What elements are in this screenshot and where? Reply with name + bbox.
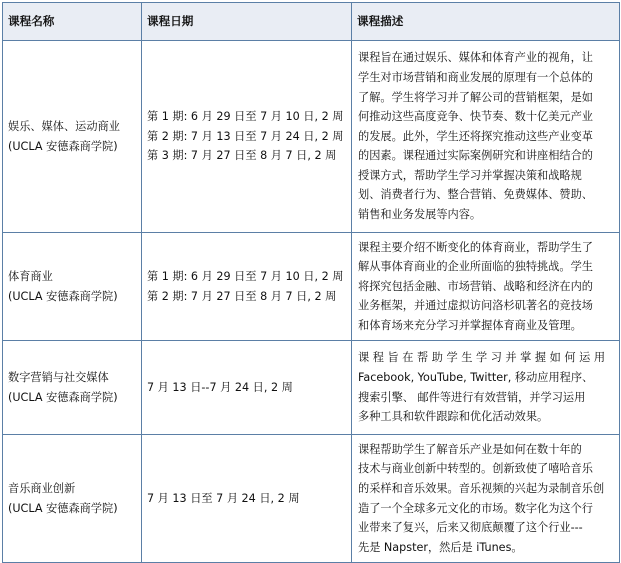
course-school: (UCLA 安德森商学院): [8, 139, 118, 153]
description-line: 课程帮助学生了解音乐产业是如何在数十年的: [358, 442, 582, 456]
description-line: 将探究包括金融、市场营销、战略和经济在内的: [358, 279, 593, 293]
header-course-description: 课程描述: [352, 3, 620, 41]
course-date: 7 月 13 日--7 月 24 日, 2 周: [147, 380, 293, 394]
description-line: 划、消费者行为、整合营销、免费媒体、赞助、: [358, 188, 593, 202]
description-line: 先是 Napster，然后是 iTunes。: [358, 540, 523, 554]
course-dates-cell: [142, 435, 352, 563]
course-description-cell: [352, 41, 620, 233]
course-name-cell: [3, 435, 142, 563]
description-line: 的发展。此外，学生还将探究推动这些产业变革: [358, 129, 593, 143]
table-row: [3, 41, 620, 233]
header-row: [3, 3, 620, 41]
description-line: 业务框架，并通过虚拟访问洛杉矶著名的竞技场: [358, 299, 593, 313]
description-line: Facebook, YouTube, Twitter, 移动应用程序、: [358, 370, 594, 384]
description-line: 业带来了复兴，后来又彻底颠覆了这个行业---: [358, 521, 583, 535]
description-line: 课 程 旨 在 帮 助 学 生 学 习 并 掌 握 如 何 运 用: [358, 351, 606, 365]
course-school: (UCLA 安德森商学院): [8, 390, 118, 404]
table-row: [3, 341, 620, 435]
course-name: 数字营销与社交媒体: [8, 370, 109, 384]
description-line: 学生对市场营销和商业发展的原理有一个总体的: [358, 70, 593, 84]
course-date: 7 月 13 日至 7 月 24 日, 2 周: [147, 491, 300, 505]
description-line: 销售和业务发展等内容。: [358, 208, 482, 222]
description-line: 和体育场来充分学习并掌握体育商业及管理。: [358, 318, 582, 332]
description-line: 搜索引擎、 邮件等进行有效营销，并学习运用: [358, 390, 586, 404]
course-school: (UCLA 安德森商学院): [8, 501, 118, 515]
course-name: 娱乐、媒体、运动商业: [8, 119, 120, 133]
course-name-cell: [3, 41, 142, 233]
course-dates-cell: [142, 41, 352, 233]
course-name-cell: [3, 233, 142, 341]
description-line: 的采样和音乐效果。音乐视频的兴起为录制音乐创: [358, 481, 605, 495]
course-description-cell: [352, 435, 620, 563]
description-line: 了解。学生将学习并了解公司的营销框架，是如: [358, 90, 593, 104]
description-line: 技术与商业创新中转型的。创新致使了嘻哈音乐: [358, 462, 593, 476]
description-line: 课程旨在通过娱乐、媒体和体育产业的视角，让: [358, 51, 593, 65]
description-line: 的因素。课程通过实际案例研究和讲座相结合的: [358, 149, 593, 163]
course-description-cell: [352, 341, 620, 435]
course-date: 第 1 期: 6 月 29 日至 7 月 10 日, 2 周: [147, 269, 344, 283]
course-name: 音乐商业创新: [8, 481, 76, 495]
course-name: 体育商业: [8, 269, 53, 283]
course-date: 第 1 期: 6 月 29 日至 7 月 10 日, 2 周: [147, 110, 344, 124]
course-description-cell: [352, 233, 620, 341]
course-table: [2, 2, 620, 563]
course-date: 第 2 期: 7 月 27 日至 8 月 7 日, 2 周: [147, 289, 337, 303]
course-school: (UCLA 安德森商学院): [8, 289, 118, 303]
description-line: 多种工具和软件跟踪和优化活动效果。: [358, 410, 549, 424]
description-line: 课程主要介绍不断变化的体育商业，帮助学生了: [358, 240, 593, 254]
description-line: 造了一个全球多元文化的市场。数字化为这个行: [358, 501, 593, 515]
course-date: 第 3 期: 7 月 27 日至 8 月 7 日, 2 周: [147, 149, 337, 163]
table-row: [3, 233, 620, 341]
description-line: 解从事体育商业的企业所面临的独特挑战。学生: [358, 260, 593, 274]
course-date: 第 2 期: 7 月 13 日至 7 月 24 日, 2 周: [147, 129, 344, 143]
course-name-cell: [3, 341, 142, 435]
course-dates-cell: [142, 233, 352, 341]
header-course-name: 课程名称: [3, 3, 142, 41]
header-course-dates: 课程日期: [142, 3, 352, 41]
description-line: 授课方式，帮助学生学习并掌握决策和战略规: [358, 168, 582, 182]
description-line: 何推动这些高度竞争、快节奏、数十亿美元产业: [358, 110, 593, 124]
course-dates-cell: [142, 341, 352, 435]
table-row: [3, 435, 620, 563]
